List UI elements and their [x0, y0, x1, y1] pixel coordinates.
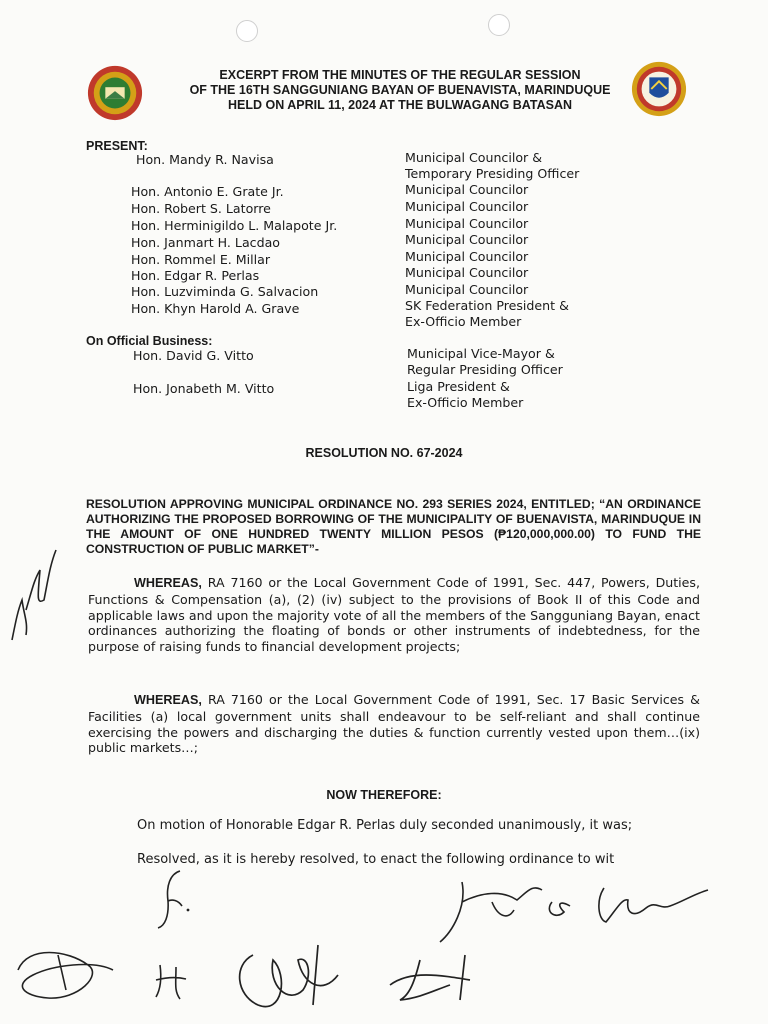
official-business-label: On Official Business:: [86, 334, 213, 348]
attendee-position: Temporary Presiding Officer: [405, 166, 580, 181]
resolution-title: RESOLUTION APPROVING MUNICIPAL ORDINANCE NO. 293 SERIES 2024, ENTITLED; “AN ORDINANCE AUTHORIZING THE PROPOSED BORROWING OF THE MUNICIPALITY OF BUENAVISTA, MARINDUQUE IN THE AMOUNT OF ONE HUNDRED TWENTY MILLION PESOS (₱120,000,000.00) TO FUND THE CONSTRUCTION OF PUBLIC MARKET”-: [86, 497, 701, 556]
attendee-position: Regular Presiding Officer: [407, 362, 563, 377]
signature-7: [586, 880, 716, 930]
resolved-text: Resolved, as it is hereby resolved, to enact the following ordinance to wit: [137, 852, 615, 867]
attendee-name: Hon. Robert S. Latorre: [131, 201, 271, 216]
attendee-name: Hon. Janmart H. Lacdao: [131, 235, 281, 250]
attendee-position: Municipal Vice-Mayor &: [407, 346, 555, 361]
header-line-1: EXCERPT FROM THE MINUTES OF THE REGULAR SESSION: [219, 68, 581, 82]
signature-1: [150, 866, 200, 936]
motion-text: On motion of Honorable Edgar R. Perlas duly seconded unanimously, it was;: [137, 818, 633, 833]
whereas-text: RA 7160 or the Local Government Code of 1991, Sec. 447, Powers, Duties, Functions & Compensation (a), (2) (iv) subject to the provisions of Book II of this Code and applicable laws and upon the majority vote of all the members of the Sangguniang Bayan, enact ordinances authorizing the floating of bonds or other instruments of indebtedness, for the purpose of raising funds to financial development projects;: [88, 575, 700, 655]
attendee-name: Hon. Luzviminda G. Salvacion: [131, 284, 319, 299]
signature-6: [432, 872, 582, 952]
now-therefore-heading: NOW THEREFORE:: [326, 788, 442, 802]
whereas-paragraph-1: [88, 575, 700, 655]
header-line-3: HELD ON APRIL 11, 2024 AT THE BULWAGANG BATASAN: [227, 98, 573, 112]
attendee-position: Municipal Councilor: [405, 249, 529, 264]
attendee-name: Hon. Mandy R. Navisa: [136, 152, 274, 167]
attendee-position: Municipal Councilor: [405, 199, 529, 214]
whereas-paragraph-2: [88, 692, 700, 756]
attendee-position: Municipal Councilor: [405, 282, 529, 297]
attendee-position: Municipal Councilor: [405, 216, 529, 231]
attendee-name: Hon. Rommel E. Millar: [131, 252, 271, 267]
attendee-position: SK Federation President &: [405, 298, 569, 313]
attendee-position: Municipal Councilor: [405, 182, 529, 197]
attendee-name: Hon. Khyn Harold A. Grave: [131, 301, 300, 316]
margin-initial-signature: [4, 540, 64, 650]
present-label: PRESENT:: [86, 139, 148, 153]
attendee-name: Hon. Antonio E. Grate Jr.: [131, 184, 284, 199]
attendee-name: Hon. Herminigildo L. Malapote Jr.: [131, 218, 338, 233]
punch-hole: [236, 20, 258, 42]
attendee-position: Municipal Councilor: [405, 232, 529, 247]
signature-2: [8, 930, 118, 1010]
document-header: [150, 68, 650, 113]
attendee-position: Municipal Councilor: [405, 265, 529, 280]
whereas-lead: WHEREAS,: [134, 693, 202, 707]
punch-hole: [488, 14, 510, 36]
header-line-2: OF THE 16TH SANGGUNIANG BAYAN OF BUENAVISTA, MARINDUQUE: [189, 83, 611, 97]
attendee-name: Hon. Edgar R. Perlas: [131, 268, 260, 283]
attendee-name: Hon. David G. Vitto: [133, 348, 254, 363]
attendee-position: Ex-Officio Member: [407, 395, 524, 410]
signature-4: [228, 935, 348, 1020]
attendee-name: Hon. Jonabeth M. Vitto: [133, 381, 275, 396]
municipal-seal-left: [86, 64, 144, 122]
whereas-text: RA 7160 or the Local Government Code of 1991, Sec. 17 Basic Services & Facilities (a) local government units shall endeavour to be self-reliant and shall continue exercising the powers and discharging the duties & function currently vested upon them…(ix) public markets…;: [88, 692, 700, 756]
signature-3: [150, 955, 195, 1005]
attendee-position: Liga President &: [407, 379, 510, 394]
attendee-position: Ex-Officio Member: [405, 314, 522, 329]
whereas-lead: WHEREAS,: [134, 576, 202, 590]
resolution-number: RESOLUTION NO. 67-2024: [305, 446, 463, 460]
attendee-position: Municipal Councilor &: [405, 150, 543, 165]
